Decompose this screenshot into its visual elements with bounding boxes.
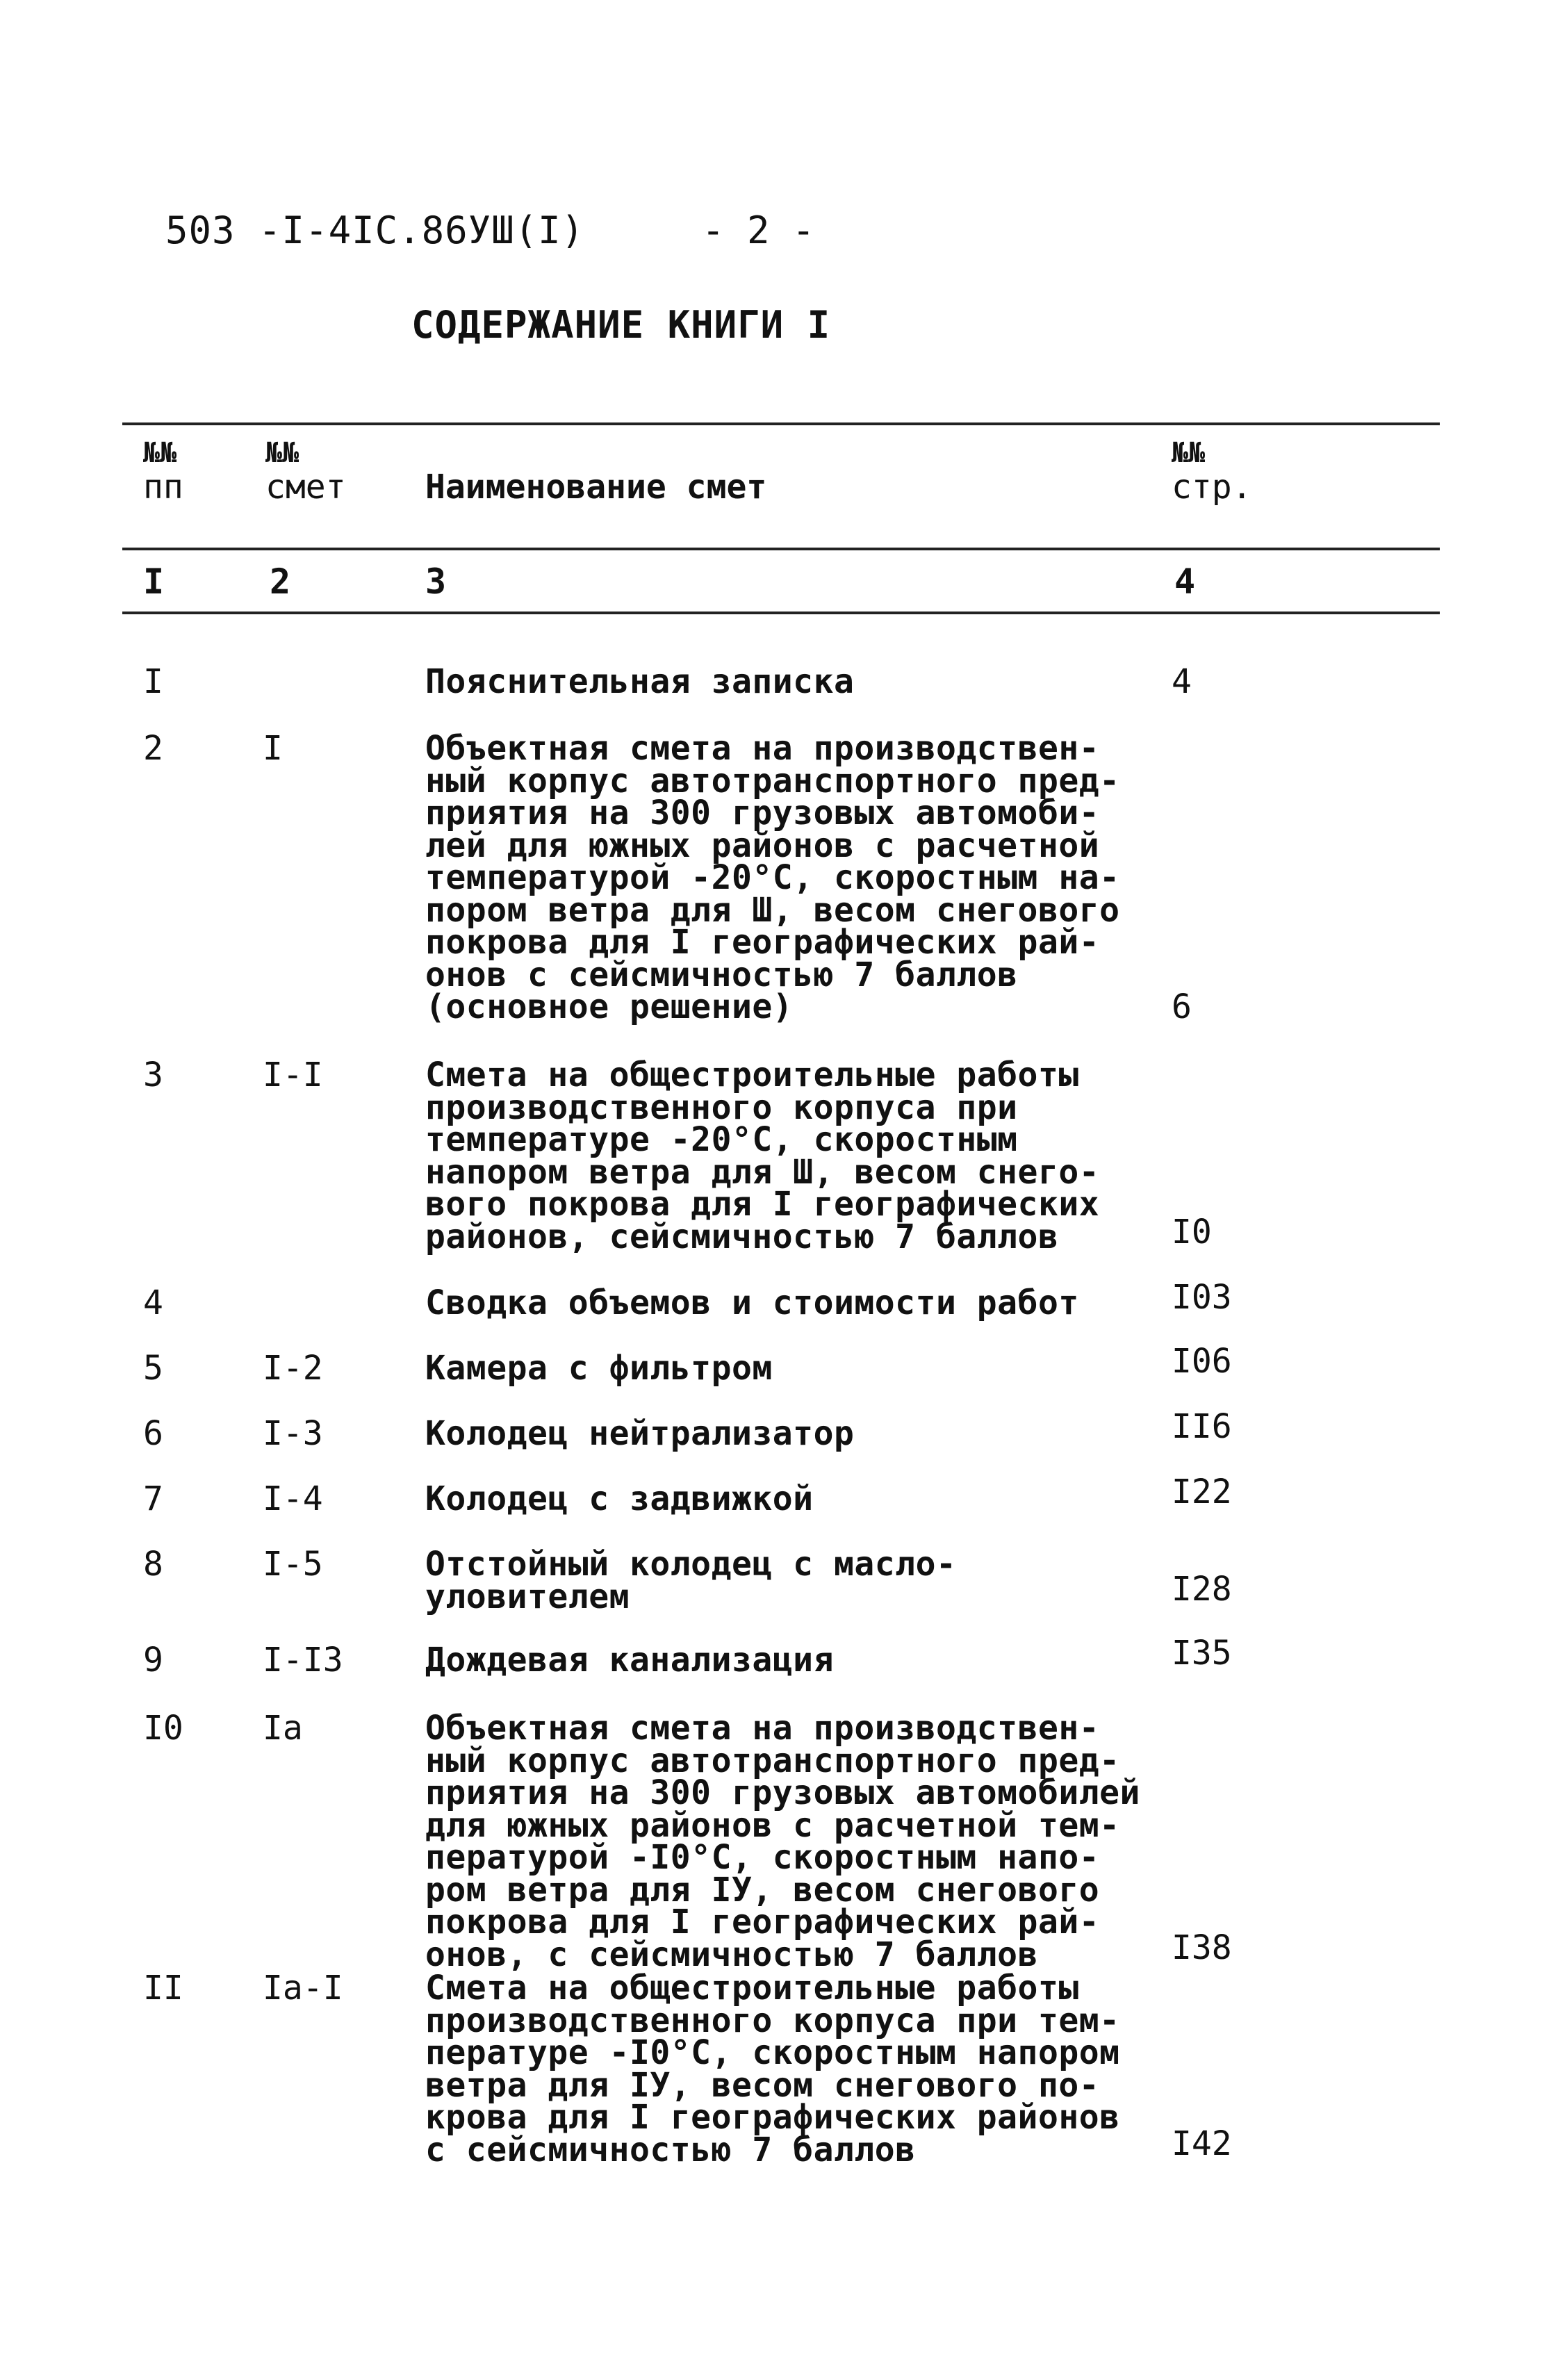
page-ref: I06 bbox=[1172, 1342, 1232, 1381]
row-number: 7 bbox=[143, 1479, 163, 1518]
page-ref: I38 bbox=[1172, 1928, 1232, 1967]
estimate-name: Объектная смета на производствен- ный корпус автотранспортного пред- приятия на 300 грузовых автомоби- лей для южных районов с расчетной температурой -20°С, скоростным на- пором ветра для Ш, весом снегового покрова для I географических рай- онов с сейсмичностью 7 баллов (основное решение) bbox=[425, 729, 1120, 1026]
row-number: I bbox=[143, 662, 163, 701]
estimate-name: Колодец нейтрализатор bbox=[425, 1414, 855, 1453]
estimate-name: Колодец с задвижкой bbox=[425, 1479, 814, 1518]
page-ref: I28 bbox=[1172, 1570, 1232, 1609]
column-number-4: 4 bbox=[1174, 561, 1196, 602]
row-number: 6 bbox=[143, 1414, 163, 1453]
column-header-name-label: Наименование смет bbox=[425, 468, 767, 507]
column-header-page-label: стр. bbox=[1172, 468, 1252, 507]
column-number-1: I bbox=[143, 561, 165, 602]
column-header-smet bbox=[265, 438, 346, 506]
estimate-number: I-3 bbox=[263, 1414, 323, 1453]
column-header-smet-label: смет bbox=[265, 468, 346, 507]
estimate-number: I-I3 bbox=[263, 1641, 343, 1680]
column-number-3: 3 bbox=[425, 561, 447, 602]
column-number-2: 2 bbox=[270, 561, 291, 602]
page-ref: 6 bbox=[1172, 987, 1192, 1026]
estimate-number: Ia bbox=[263, 1709, 303, 1748]
page-number: - 2 - bbox=[702, 208, 815, 252]
estimate-name: Объектная смета на производствен- ный корпус автотранспортного пред- приятия на 300 грузовых автомобилей для южных районов с расчетной тем- пературой -I0°С, скоростным напо- ром ветра для IУ, весом снегового покрова для I географических рай- онов, с сейсмичностью 7 баллов bbox=[425, 1709, 1140, 1974]
column-numbers-rule bbox=[122, 612, 1440, 614]
estimate-number: I-2 bbox=[263, 1349, 323, 1388]
page-ref: I0 bbox=[1172, 1213, 1212, 1251]
page-ref: 4 bbox=[1172, 662, 1192, 701]
column-header-pp-label: пп bbox=[143, 468, 183, 507]
row-number: 3 bbox=[143, 1056, 163, 1094]
column-header-page bbox=[1172, 438, 1252, 506]
row-number: 8 bbox=[143, 1545, 163, 1584]
estimate-name: Смета на общестроительные работы производственного корпуса при тем- пературе -I0°С, скоростным напором ветра для IУ, весом снегового по- крова для I географических районов с сейсмичностью 7 баллов bbox=[425, 1969, 1120, 2169]
column-header-name bbox=[425, 468, 766, 506]
estimate-name: Пояснительная записка bbox=[425, 662, 855, 701]
estimate-name: Отстойный колодец с масло- уловителем bbox=[425, 1545, 957, 1616]
row-number: 4 bbox=[143, 1283, 163, 1322]
page-ref: I35 bbox=[1172, 1634, 1232, 1673]
page-ref: II6 bbox=[1172, 1407, 1232, 1446]
page-ref: I42 bbox=[1172, 2124, 1232, 2163]
header-bottom-rule bbox=[122, 548, 1440, 550]
estimate-name: Камера с фильтром bbox=[425, 1349, 773, 1388]
column-header-page-mark: №№ bbox=[1172, 437, 1206, 469]
row-number: 5 bbox=[143, 1349, 163, 1388]
estimate-number: I-5 bbox=[263, 1545, 323, 1584]
page-ref: I03 bbox=[1172, 1278, 1232, 1317]
row-number: II bbox=[143, 1969, 183, 2008]
document-code: 503 -I-4IC.86УШ(I) bbox=[165, 208, 585, 252]
estimate-number: I-4 bbox=[263, 1479, 323, 1518]
column-header-pp-mark: №№ bbox=[143, 437, 177, 469]
column-header-pp bbox=[143, 438, 183, 506]
estimate-name: Дождевая канализация bbox=[425, 1641, 834, 1680]
page-ref: I22 bbox=[1172, 1472, 1232, 1511]
row-number: 2 bbox=[143, 729, 163, 768]
estimate-number: I-I bbox=[263, 1056, 323, 1094]
column-header-smet-mark: №№ bbox=[265, 437, 299, 469]
row-number: I0 bbox=[143, 1709, 183, 1748]
row-number: 9 bbox=[143, 1641, 163, 1680]
table-top-rule bbox=[122, 422, 1440, 425]
estimate-number: Ia-I bbox=[263, 1969, 343, 2008]
estimate-number: I bbox=[263, 729, 283, 768]
estimate-name: Сводка объемов и стоимости работ bbox=[425, 1283, 1079, 1322]
document-title: СОДЕРЖАНИЕ КНИГИ I bbox=[411, 303, 831, 347]
estimate-name: Смета на общестроительные работы производственного корпуса при температуре -20°С, скоростным напором ветра для Ш, весом снего- вого покрова для I географических районов, сейсмичностью 7 баллов bbox=[425, 1056, 1100, 1256]
